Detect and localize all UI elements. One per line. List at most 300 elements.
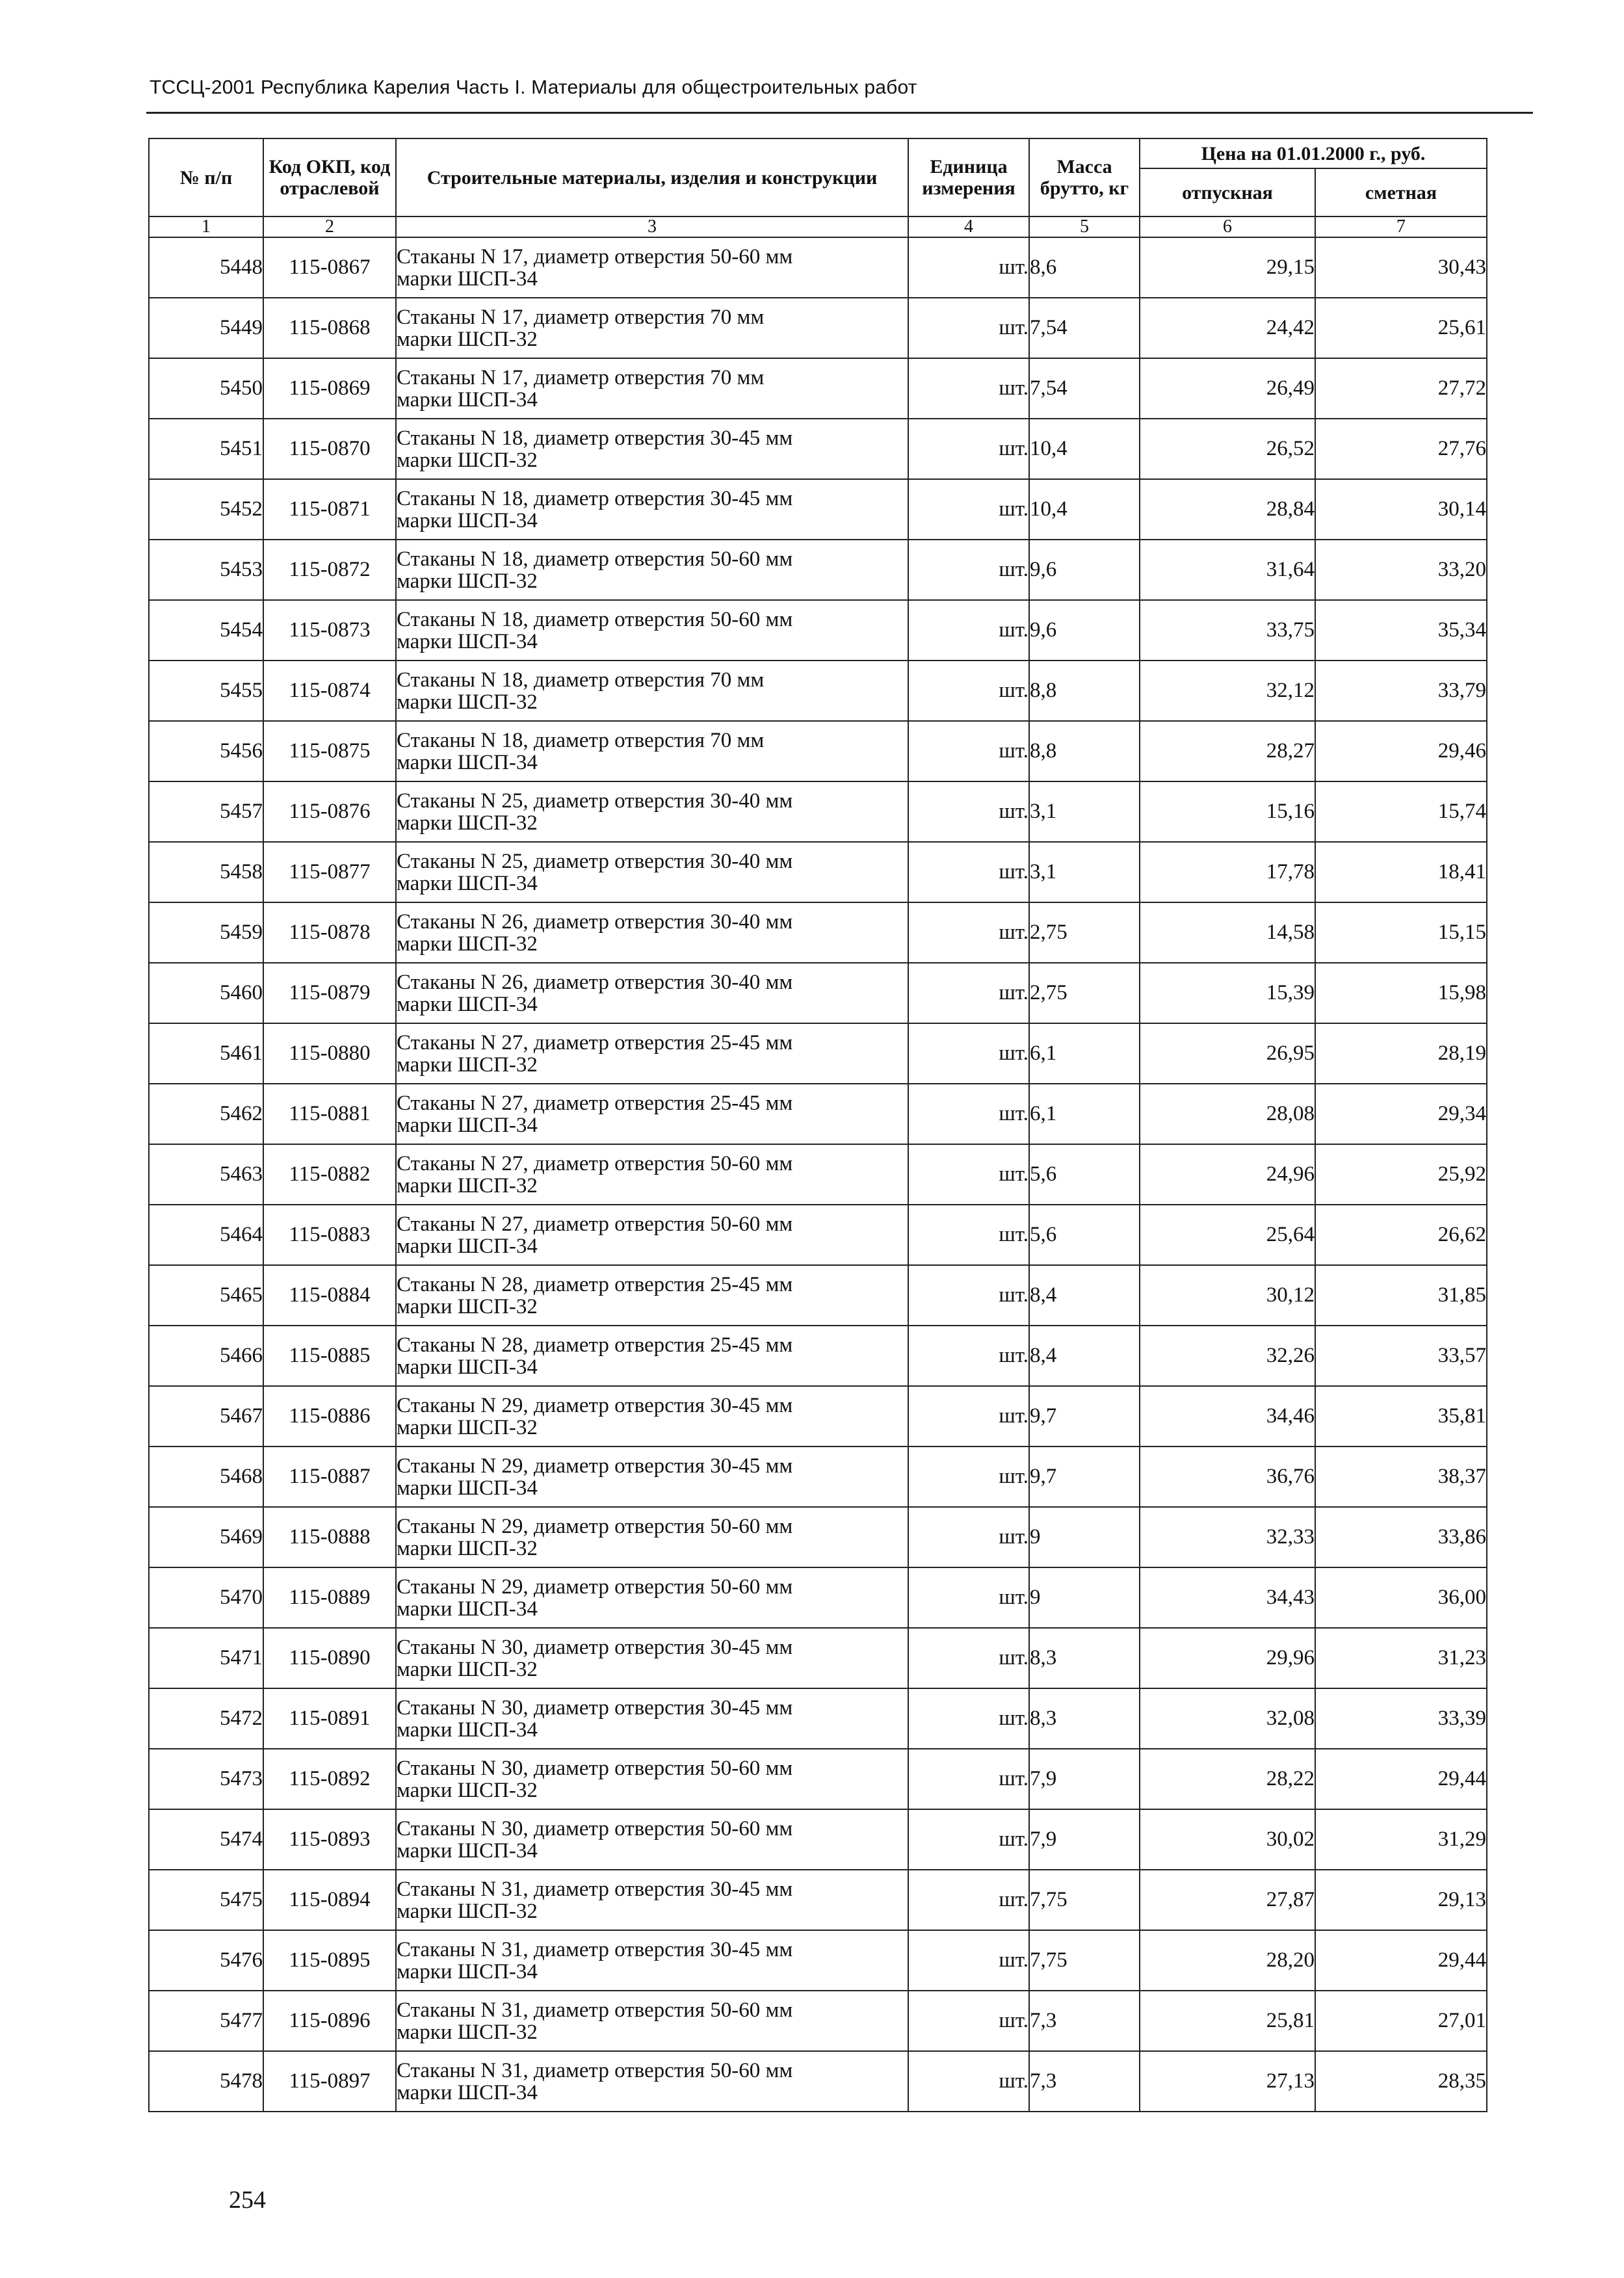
price-release: 28,84 xyxy=(1140,479,1315,540)
gross-mass: 7,3 xyxy=(1029,1991,1140,2051)
unit: шт. xyxy=(908,1688,1029,1749)
material-name xyxy=(396,1930,908,1991)
row-number: 5462 xyxy=(149,1084,263,1144)
price-estimate: 33,79 xyxy=(1315,661,1487,721)
price-estimate: 25,92 xyxy=(1315,1144,1487,1205)
gross-mass: 7,54 xyxy=(1029,358,1140,419)
gross-mass: 7,75 xyxy=(1029,1870,1140,1930)
okp-code: 115-0876 xyxy=(263,781,396,842)
material-name xyxy=(396,358,908,419)
okp-code: 115-0896 xyxy=(263,1991,396,2051)
material-name xyxy=(396,540,908,600)
gross-mass: 9,6 xyxy=(1029,600,1140,661)
material-name-line: Стаканы N 18, диаметр отверстия 70 мм xyxy=(397,728,765,752)
unit: шт. xyxy=(908,600,1029,661)
price-estimate: 26,62 xyxy=(1315,1205,1487,1265)
material-grade-line: марки ШСП-32 xyxy=(397,1053,538,1077)
material-name-line: Стаканы N 27, диаметр отверстия 25-45 мм xyxy=(397,1091,793,1115)
price-estimate: 31,29 xyxy=(1315,1809,1487,1870)
okp-code: 115-0887 xyxy=(263,1447,396,1507)
table-row xyxy=(149,540,1487,600)
okp-code: 115-0879 xyxy=(263,963,396,1023)
table-row xyxy=(149,1567,1487,1628)
gross-mass: 9 xyxy=(1029,1567,1140,1628)
okp-code: 115-0885 xyxy=(263,1326,396,1386)
price-estimate: 33,86 xyxy=(1315,1507,1487,1567)
unit: шт. xyxy=(908,298,1029,358)
column-number: 1 xyxy=(149,216,263,237)
unit: шт. xyxy=(908,1749,1029,1809)
price-release: 34,46 xyxy=(1140,1386,1315,1447)
gross-mass: 7,9 xyxy=(1029,1749,1140,1809)
header-price-estimate: сметная xyxy=(1315,168,1487,216)
price-release: 17,78 xyxy=(1140,842,1315,902)
material-grade-line: марки ШСП-34 xyxy=(397,1959,538,1983)
gross-mass: 8,8 xyxy=(1029,661,1140,721)
row-number: 5473 xyxy=(149,1749,263,1809)
price-release: 36,76 xyxy=(1140,1447,1315,1507)
header-price-release: отпускная xyxy=(1140,168,1315,216)
material-name-line: Стаканы N 18, диаметр отверстия 30-45 мм xyxy=(397,426,793,450)
material-grade-line: марки ШСП-32 xyxy=(397,1536,538,1560)
price-release: 15,39 xyxy=(1140,963,1315,1023)
price-release: 32,33 xyxy=(1140,1507,1315,1567)
price-release: 31,64 xyxy=(1140,540,1315,600)
price-estimate: 33,57 xyxy=(1315,1326,1487,1386)
row-number: 5449 xyxy=(149,298,263,358)
gross-mass: 9 xyxy=(1029,1507,1140,1567)
row-number: 5460 xyxy=(149,963,263,1023)
gross-mass: 5,6 xyxy=(1029,1144,1140,1205)
materials-table xyxy=(148,138,1487,2112)
material-grade-line: марки ШСП-32 xyxy=(397,811,538,835)
column-number: 4 xyxy=(908,216,1029,237)
row-number: 5453 xyxy=(149,540,263,600)
price-estimate: 36,00 xyxy=(1315,1567,1487,1628)
table-row xyxy=(149,1809,1487,1870)
price-estimate: 15,15 xyxy=(1315,902,1487,963)
price-estimate: 29,44 xyxy=(1315,1749,1487,1809)
gross-mass: 8,3 xyxy=(1029,1628,1140,1688)
price-estimate: 31,23 xyxy=(1315,1628,1487,1688)
gross-mass: 7,75 xyxy=(1029,1930,1140,1991)
unit: шт. xyxy=(908,1023,1029,1084)
unit: шт. xyxy=(908,1870,1029,1930)
material-grade-line: марки ШСП-32 xyxy=(397,1173,538,1198)
row-number: 5467 xyxy=(149,1386,263,1447)
price-release: 25,81 xyxy=(1140,1991,1315,2051)
material-grade-line: марки ШСП-34 xyxy=(397,1839,538,1863)
table-row xyxy=(149,1205,1487,1265)
table-row xyxy=(149,1991,1487,2051)
price-estimate: 15,74 xyxy=(1315,781,1487,842)
okp-code: 115-0884 xyxy=(263,1265,396,1326)
unit: шт. xyxy=(908,842,1029,902)
material-name-line: Стаканы N 27, диаметр отверстия 25-45 мм xyxy=(397,1030,793,1054)
material-grade-line: марки ШСП-32 xyxy=(397,690,538,714)
page-number: 254 xyxy=(229,2186,266,2214)
material-name xyxy=(396,1326,908,1386)
price-estimate: 27,72 xyxy=(1315,358,1487,419)
header-unit: Единица измерения xyxy=(908,138,1029,216)
unit: шт. xyxy=(908,1144,1029,1205)
material-name xyxy=(396,781,908,842)
table-row xyxy=(149,2051,1487,2112)
okp-code: 115-0890 xyxy=(263,1628,396,1688)
header-name: Строительные материалы, изделия и конструкции xyxy=(396,138,908,216)
price-estimate: 30,14 xyxy=(1315,479,1487,540)
material-grade-line: марки ШСП-34 xyxy=(397,1718,538,1742)
material-grade-line: марки ШСП-34 xyxy=(397,1234,538,1258)
okp-code: 115-0894 xyxy=(263,1870,396,1930)
price-estimate: 38,37 xyxy=(1315,1447,1487,1507)
table-row xyxy=(149,963,1487,1023)
material-name xyxy=(396,1688,908,1749)
gross-mass: 7,9 xyxy=(1029,1809,1140,1870)
material-grade-line: марки ШСП-32 xyxy=(397,327,538,351)
price-estimate: 29,46 xyxy=(1315,721,1487,781)
material-name-line: Стаканы N 26, диаметр отверстия 30-40 мм xyxy=(397,910,793,934)
okp-code: 115-0897 xyxy=(263,2051,396,2112)
price-estimate: 29,44 xyxy=(1315,1930,1487,1991)
row-number: 5466 xyxy=(149,1326,263,1386)
header-price-group: Цена на 01.01.2000 г., руб. xyxy=(1140,138,1487,168)
material-name xyxy=(396,721,908,781)
material-name xyxy=(396,1809,908,1870)
price-release: 25,64 xyxy=(1140,1205,1315,1265)
row-number: 5468 xyxy=(149,1447,263,1507)
material-name-line: Стаканы N 27, диаметр отверстия 50-60 мм xyxy=(397,1212,793,1236)
row-number: 5452 xyxy=(149,479,263,540)
material-name xyxy=(396,419,908,479)
gross-mass: 8,3 xyxy=(1029,1688,1140,1749)
price-estimate: 33,39 xyxy=(1315,1688,1487,1749)
unit: шт. xyxy=(908,1507,1029,1567)
okp-code: 115-0893 xyxy=(263,1809,396,1870)
material-name-line: Стаканы N 30, диаметр отверстия 30-45 мм xyxy=(397,1635,793,1659)
material-name-line: Стаканы N 30, диаметр отверстия 50-60 мм xyxy=(397,1816,793,1840)
table-row xyxy=(149,1628,1487,1688)
gross-mass: 8,4 xyxy=(1029,1265,1140,1326)
material-name-line: Стаканы N 18, диаметр отверстия 50-60 мм xyxy=(397,547,793,571)
unit: шт. xyxy=(908,1930,1029,1991)
price-estimate: 33,20 xyxy=(1315,540,1487,600)
gross-mass: 3,1 xyxy=(1029,781,1140,842)
row-number: 5470 xyxy=(149,1567,263,1628)
material-name-line: Стаканы N 30, диаметр отверстия 30-45 мм xyxy=(397,1695,793,1720)
price-estimate: 27,76 xyxy=(1315,419,1487,479)
material-name xyxy=(396,963,908,1023)
material-name-line: Стаканы N 29, диаметр отверстия 50-60 мм xyxy=(397,1575,793,1599)
gross-mass: 6,1 xyxy=(1029,1084,1140,1144)
price-release: 29,15 xyxy=(1140,237,1315,298)
okp-code: 115-0883 xyxy=(263,1205,396,1265)
row-number: 5464 xyxy=(149,1205,263,1265)
table-header xyxy=(149,138,1487,237)
row-number: 5461 xyxy=(149,1023,263,1084)
gross-mass: 2,75 xyxy=(1029,963,1140,1023)
material-name xyxy=(396,1628,908,1688)
material-grade-line: марки ШСП-34 xyxy=(397,267,538,291)
row-number: 5463 xyxy=(149,1144,263,1205)
price-release: 32,08 xyxy=(1140,1688,1315,1749)
material-name xyxy=(396,842,908,902)
gross-mass: 10,4 xyxy=(1029,419,1140,479)
material-grade-line: марки ШСП-32 xyxy=(397,932,538,956)
row-number: 5469 xyxy=(149,1507,263,1567)
material-name-line: Стаканы N 29, диаметр отверстия 30-45 мм xyxy=(397,1393,793,1417)
price-estimate: 28,19 xyxy=(1315,1023,1487,1084)
price-release: 32,12 xyxy=(1140,661,1315,721)
material-name xyxy=(396,661,908,721)
material-name xyxy=(396,1567,908,1628)
material-name-line: Стаканы N 26, диаметр отверстия 30-40 мм xyxy=(397,970,793,994)
header-code: Код ОКП, код отраслевой xyxy=(263,138,396,216)
okp-code: 115-0871 xyxy=(263,479,396,540)
unit: шт. xyxy=(908,1326,1029,1386)
material-name-line: Стаканы N 18, диаметр отверстия 50-60 мм xyxy=(397,607,793,631)
column-number-row xyxy=(149,216,1487,237)
material-name-line: Стаканы N 25, диаметр отверстия 30-40 мм xyxy=(397,789,793,813)
row-number: 5474 xyxy=(149,1809,263,1870)
price-release: 24,96 xyxy=(1140,1144,1315,1205)
material-name xyxy=(396,1084,908,1144)
gross-mass: 9,6 xyxy=(1029,540,1140,600)
material-name xyxy=(396,298,908,358)
header-rule xyxy=(146,112,1533,114)
table-row xyxy=(149,661,1487,721)
material-name xyxy=(396,902,908,963)
okp-code: 115-0895 xyxy=(263,1930,396,1991)
material-name-line: Стаканы N 17, диаметр отверстия 70 мм xyxy=(397,305,765,329)
material-grade-line: марки ШСП-34 xyxy=(397,1113,538,1137)
row-number: 5465 xyxy=(149,1265,263,1326)
table-row xyxy=(149,1688,1487,1749)
material-name-line: Стаканы N 31, диаметр отверстия 50-60 мм xyxy=(397,2058,793,2082)
row-number: 5456 xyxy=(149,721,263,781)
price-release: 28,08 xyxy=(1140,1084,1315,1144)
column-number: 7 xyxy=(1315,216,1487,237)
material-name-line: Стаканы N 27, диаметр отверстия 50-60 мм xyxy=(397,1151,793,1175)
unit: шт. xyxy=(908,237,1029,298)
material-grade-line: марки ШСП-34 xyxy=(397,508,538,532)
price-release: 33,75 xyxy=(1140,600,1315,661)
okp-code: 115-0869 xyxy=(263,358,396,419)
unit: шт. xyxy=(908,661,1029,721)
unit: шт. xyxy=(908,781,1029,842)
price-release: 28,20 xyxy=(1140,1930,1315,1991)
table-row xyxy=(149,721,1487,781)
gross-mass: 3,1 xyxy=(1029,842,1140,902)
price-estimate: 15,98 xyxy=(1315,963,1487,1023)
gross-mass: 7,54 xyxy=(1029,298,1140,358)
price-estimate: 28,35 xyxy=(1315,2051,1487,2112)
material-name xyxy=(396,1023,908,1084)
row-number: 5477 xyxy=(149,1991,263,2051)
unit: шт. xyxy=(908,1809,1029,1870)
price-estimate: 18,41 xyxy=(1315,842,1487,902)
okp-code: 115-0877 xyxy=(263,842,396,902)
material-grade-line: марки ШСП-34 xyxy=(397,2080,538,2104)
table-row xyxy=(149,1870,1487,1930)
material-name xyxy=(396,1507,908,1567)
table-row xyxy=(149,358,1487,419)
okp-code: 115-0867 xyxy=(263,237,396,298)
table-row xyxy=(149,1447,1487,1507)
okp-code: 115-0875 xyxy=(263,721,396,781)
material-grade-line: марки ШСП-32 xyxy=(397,1294,538,1318)
okp-code: 115-0872 xyxy=(263,540,396,600)
material-name-line: Стаканы N 18, диаметр отверстия 70 мм xyxy=(397,668,765,692)
row-number: 5448 xyxy=(149,237,263,298)
table-row xyxy=(149,1023,1487,1084)
gross-mass: 9,7 xyxy=(1029,1447,1140,1507)
table-body xyxy=(149,237,1487,2112)
unit: шт. xyxy=(908,721,1029,781)
material-name xyxy=(396,2051,908,2112)
running-head: ТССЦ-2001 Республика Карелия Часть I. Материалы для общестроительных работ xyxy=(150,77,917,98)
material-grade-line: марки ШСП-34 xyxy=(397,750,538,774)
gross-mass: 8,4 xyxy=(1029,1326,1140,1386)
row-number: 5455 xyxy=(149,661,263,721)
okp-code: 115-0880 xyxy=(263,1023,396,1084)
price-release: 15,16 xyxy=(1140,781,1315,842)
okp-code: 115-0886 xyxy=(263,1386,396,1447)
material-grade-line: марки ШСП-32 xyxy=(397,1415,538,1439)
gross-mass: 10,4 xyxy=(1029,479,1140,540)
column-number: 5 xyxy=(1029,216,1140,237)
material-name xyxy=(396,237,908,298)
gross-mass: 5,6 xyxy=(1029,1205,1140,1265)
row-number: 5478 xyxy=(149,2051,263,2112)
okp-code: 115-0891 xyxy=(263,1688,396,1749)
table-row xyxy=(149,842,1487,902)
table-row xyxy=(149,1507,1487,1567)
unit: шт. xyxy=(908,540,1029,600)
table-row xyxy=(149,237,1487,298)
okp-code: 115-0888 xyxy=(263,1507,396,1567)
row-number: 5451 xyxy=(149,419,263,479)
unit: шт. xyxy=(908,902,1029,963)
unit: шт. xyxy=(908,1265,1029,1326)
material-grade-line: марки ШСП-34 xyxy=(397,1476,538,1500)
column-number: 3 xyxy=(396,216,908,237)
material-name xyxy=(396,479,908,540)
row-number: 5454 xyxy=(149,600,263,661)
gross-mass: 9,7 xyxy=(1029,1386,1140,1447)
material-grade-line: марки ШСП-32 xyxy=(397,1899,538,1923)
price-estimate: 29,34 xyxy=(1315,1084,1487,1144)
price-release: 14,58 xyxy=(1140,902,1315,963)
unit: шт. xyxy=(908,419,1029,479)
price-release: 26,95 xyxy=(1140,1023,1315,1084)
unit: шт. xyxy=(908,1386,1029,1447)
unit: шт. xyxy=(908,1991,1029,2051)
material-grade-line: марки ШСП-32 xyxy=(397,1657,538,1681)
price-estimate: 31,85 xyxy=(1315,1265,1487,1326)
material-grade-line: марки ШСП-34 xyxy=(397,1597,538,1621)
material-name-line: Стаканы N 31, диаметр отверстия 30-45 мм xyxy=(397,1877,793,1901)
material-name xyxy=(396,1447,908,1507)
material-name-line: Стаканы N 31, диаметр отверстия 30-45 мм xyxy=(397,1937,793,1961)
price-release: 29,96 xyxy=(1140,1628,1315,1688)
price-release: 30,12 xyxy=(1140,1265,1315,1326)
okp-code: 115-0882 xyxy=(263,1144,396,1205)
okp-code: 115-0889 xyxy=(263,1567,396,1628)
price-release: 34,43 xyxy=(1140,1567,1315,1628)
header-mass: Масса брутто, кг xyxy=(1029,138,1140,216)
material-grade-line: марки ШСП-34 xyxy=(397,629,538,653)
table-row xyxy=(149,1326,1487,1386)
gross-mass: 7,3 xyxy=(1029,2051,1140,2112)
material-grade-line: марки ШСП-34 xyxy=(397,992,538,1016)
material-name-line: Стаканы N 29, диаметр отверстия 30-45 мм xyxy=(397,1454,793,1478)
table-row xyxy=(149,1265,1487,1326)
okp-code: 115-0881 xyxy=(263,1084,396,1144)
material-name xyxy=(396,1991,908,2051)
unit: шт. xyxy=(908,1447,1029,1507)
price-estimate: 30,43 xyxy=(1315,237,1487,298)
material-name-line: Стаканы N 29, диаметр отверстия 50-60 мм xyxy=(397,1514,793,1538)
table-row xyxy=(149,1749,1487,1809)
okp-code: 115-0868 xyxy=(263,298,396,358)
unit: шт. xyxy=(908,1628,1029,1688)
row-number: 5472 xyxy=(149,1688,263,1749)
table-row xyxy=(149,781,1487,842)
price-estimate: 27,01 xyxy=(1315,1991,1487,2051)
table-row xyxy=(149,1144,1487,1205)
price-estimate: 35,34 xyxy=(1315,600,1487,661)
unit: шт. xyxy=(908,1205,1029,1265)
row-number: 5476 xyxy=(149,1930,263,1991)
okp-code: 115-0874 xyxy=(263,661,396,721)
material-name xyxy=(396,1386,908,1447)
price-release: 30,02 xyxy=(1140,1809,1315,1870)
row-number: 5457 xyxy=(149,781,263,842)
row-number: 5459 xyxy=(149,902,263,963)
price-release: 26,49 xyxy=(1140,358,1315,419)
price-estimate: 25,61 xyxy=(1315,298,1487,358)
material-name-line: Стаканы N 30, диаметр отверстия 50-60 мм xyxy=(397,1756,793,1780)
row-number: 5471 xyxy=(149,1628,263,1688)
gross-mass: 6,1 xyxy=(1029,1023,1140,1084)
material-name-line: Стаканы N 28, диаметр отверстия 25-45 мм xyxy=(397,1333,793,1357)
material-name-line: Стаканы N 25, диаметр отверстия 30-40 мм xyxy=(397,849,793,873)
material-grade-line: марки ШСП-32 xyxy=(397,448,538,472)
material-grade-line: марки ШСП-34 xyxy=(397,387,538,412)
header-num: № п/п xyxy=(149,138,263,216)
material-name-line: Стаканы N 17, диаметр отверстия 50-60 мм xyxy=(397,244,793,268)
table-row xyxy=(149,902,1487,963)
price-release: 28,22 xyxy=(1140,1749,1315,1809)
gross-mass: 8,8 xyxy=(1029,721,1140,781)
material-name xyxy=(396,1870,908,1930)
material-name-line: Стаканы N 17, диаметр отверстия 70 мм xyxy=(397,365,765,389)
price-release: 32,26 xyxy=(1140,1326,1315,1386)
material-name xyxy=(396,1205,908,1265)
gross-mass: 8,6 xyxy=(1029,237,1140,298)
price-release: 27,13 xyxy=(1140,2051,1315,2112)
material-name-line: Стаканы N 28, диаметр отверстия 25-45 мм xyxy=(397,1272,793,1296)
unit: шт. xyxy=(908,1084,1029,1144)
row-number: 5475 xyxy=(149,1870,263,1930)
material-name xyxy=(396,1144,908,1205)
okp-code: 115-0873 xyxy=(263,600,396,661)
price-estimate: 29,13 xyxy=(1315,1870,1487,1930)
price-release: 24,42 xyxy=(1140,298,1315,358)
unit: шт. xyxy=(908,2051,1029,2112)
material-grade-line: марки ШСП-32 xyxy=(397,1778,538,1802)
